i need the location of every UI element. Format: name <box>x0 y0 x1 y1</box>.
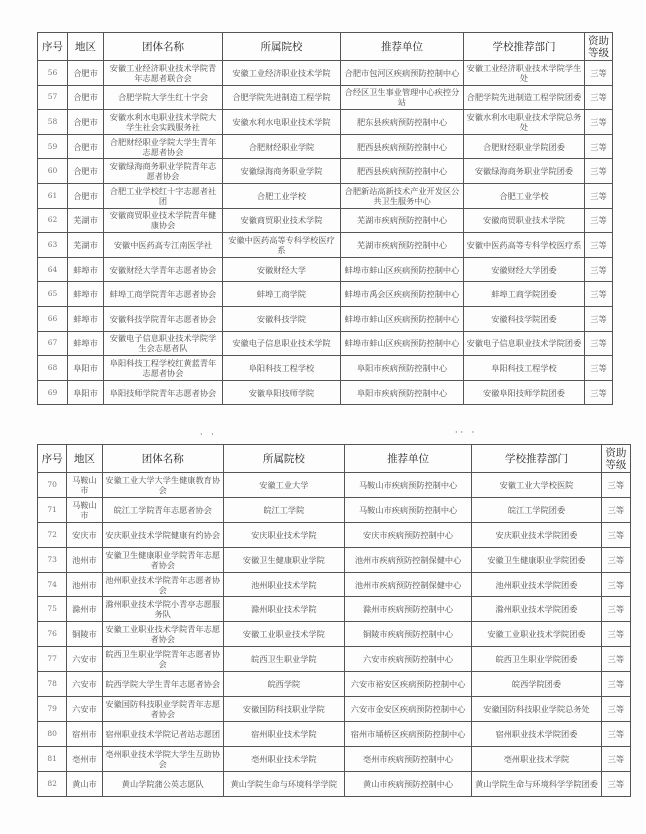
cell-grant-level: 三等 <box>601 597 630 622</box>
cell-grant-level: 三等 <box>585 61 613 86</box>
cell-recommender: 马鞍山市疾病预防控制中心 <box>344 497 471 522</box>
cell-grant-level: 三等 <box>601 522 630 547</box>
cell-group-name: 安庆职业技术学院健康有约协会 <box>102 522 223 547</box>
cell-index: 74 <box>38 572 67 597</box>
cell-school: 皖西卫生职业学院 <box>223 647 344 672</box>
cell-group-name: 阜阳科技工程学校红黄蓝青年志愿者协会 <box>104 356 223 381</box>
cell-school-dept: 黄山学院生命与环境科学学院团委 <box>472 771 601 796</box>
header-grant-level: 资助等级 <box>585 33 613 61</box>
cell-recommender: 蚌埠市蚌山区疾病预防控制中心 <box>341 257 464 282</box>
cell-school-dept: 滁州职业技术学院团委 <box>472 597 601 622</box>
cell-school-dept: 安徽中医药高等专科学校医疗系 <box>464 233 585 258</box>
header-group-name: 团体名称 <box>104 33 223 61</box>
cell-recommender: 阜阳市疾病预防控制中心 <box>341 380 464 405</box>
cell-grant-level: 三等 <box>601 547 630 572</box>
cell-group-name: 皖江工学院青年志愿者协会 <box>102 497 223 522</box>
scan-speck: ·· · <box>455 428 478 437</box>
cell-index: 71 <box>38 497 67 522</box>
cell-school-dept: 安徽电子信息职业技术学院团委 <box>464 331 585 356</box>
cell-index: 62 <box>38 208 68 233</box>
table-row <box>38 522 631 547</box>
cell-grant-level: 三等 <box>585 110 613 135</box>
cell-index: 73 <box>38 547 67 572</box>
table-row <box>38 647 631 672</box>
cell-school: 亳州职业技术学院 <box>223 746 344 771</box>
cell-group-name: 安徽绿海商务职业学院青年志愿者协会 <box>104 159 223 184</box>
cell-index: 78 <box>38 672 67 697</box>
cell-region: 蚌埠市 <box>68 306 104 331</box>
cell-index: 65 <box>38 282 68 307</box>
table-row <box>38 572 631 597</box>
cell-school-dept: 安徽阜阳技师学院团委 <box>464 380 585 405</box>
cell-region: 合肥市 <box>68 134 104 159</box>
cell-school-dept: 安徽工业职业技术学院团委 <box>472 622 601 647</box>
cell-group-name: 安徽工业职业技术学院青年志愿者协会 <box>102 622 223 647</box>
cell-recommender: 芜湖市疾病预防控制中心 <box>341 208 464 233</box>
cell-group-name: 安徽中医药高专江南医学社 <box>104 233 223 258</box>
cell-recommender: 六安市裕安区疾病预防控制中心 <box>344 672 471 697</box>
cell-index: 58 <box>38 110 68 135</box>
cell-region: 蚌埠市 <box>68 257 104 282</box>
cell-region: 合肥市 <box>68 183 104 208</box>
cell-recommender: 池州市疾病预防控制保健中心 <box>344 547 471 572</box>
cell-school: 安徽工业经济职业技术学院 <box>223 61 341 86</box>
cell-school-dept: 安徽卫生健康职业学院团委 <box>472 547 601 572</box>
cell-school: 合肥财经职业学院 <box>223 134 341 159</box>
cell-group-name: 安徽科技学院青年志愿者协会 <box>104 306 223 331</box>
grant-table-part-1 <box>37 32 613 405</box>
cell-school: 黄山学院生命与环境科学学院 <box>223 771 344 796</box>
cell-recommender: 铜陵市疾病预防控制中心 <box>344 622 471 647</box>
cell-group-name: 安徽水利水电职业技术学院大学生社会实践服务社 <box>104 110 223 135</box>
cell-region: 安庆市 <box>67 522 102 547</box>
header-index: 序号 <box>38 33 68 61</box>
table-row <box>38 306 613 331</box>
cell-group-name: 安徽工业大学大学生健康教育协会 <box>102 473 223 498</box>
header-region: 地区 <box>68 33 104 61</box>
cell-recommender: 蚌埠市蚌山区疾病预防控制中心 <box>341 331 464 356</box>
cell-recommender: 蚌埠市禹会区疾病预防控制中心 <box>341 282 464 307</box>
cell-recommender: 蚌埠市蚌山区疾病预防控制中心 <box>341 306 464 331</box>
cell-recommender: 肥西县疾病预防控制中心 <box>341 159 464 184</box>
cell-region: 芜湖市 <box>68 208 104 233</box>
cell-group-name: 蚌埠工商学院青年志愿者协会 <box>104 282 223 307</box>
cell-recommender: 阜阳市疾病预防控制中心 <box>341 356 464 381</box>
cell-school-dept: 安徽国防科技职业学院总务处 <box>472 697 601 722</box>
cell-grant-level: 三等 <box>585 380 613 405</box>
cell-school-dept: 宿州职业技术学院团委 <box>472 721 601 746</box>
cell-group-name: 池州职业技术学院青年志愿者协会 <box>102 572 223 597</box>
cell-group-name: 合肥学院大学生红十字会 <box>104 85 223 110</box>
cell-school: 安庆职业技术学院 <box>223 522 344 547</box>
cell-school: 阜阳科技工程学校 <box>223 356 341 381</box>
cell-grant-level: 三等 <box>601 622 630 647</box>
cell-grant-level: 三等 <box>601 771 630 796</box>
cell-region: 马鞍山市 <box>67 497 102 522</box>
cell-index: 77 <box>38 647 67 672</box>
cell-index: 56 <box>38 61 68 86</box>
cell-recommender: 亳州市疾病预防控制中心 <box>344 746 471 771</box>
table-row <box>38 497 631 522</box>
cell-recommender: 合经区卫生事业管理中心疾控分站 <box>341 85 464 110</box>
cell-school: 安徽中医药高等专科学校医疗系 <box>223 233 341 258</box>
cell-school-dept: 安徽科技学院团委 <box>464 306 585 331</box>
table-row <box>38 473 631 498</box>
cell-recommender: 马鞍山市疾病预防控制中心 <box>344 473 471 498</box>
header-school: 所属院校 <box>223 33 341 61</box>
cell-group-name: 皖西卫生职业学院青年志愿者协会 <box>102 647 223 672</box>
cell-recommender: 安庆市疾病预防控制中心 <box>344 522 471 547</box>
cell-recommender: 宿州市埇桥区疾病预防控制中心 <box>344 721 471 746</box>
table-row <box>38 282 613 307</box>
cell-school-dept: 安徽商贸职业技术学院 <box>464 208 585 233</box>
cell-index: 80 <box>38 721 67 746</box>
cell-index: 60 <box>38 159 68 184</box>
cell-recommender: 肥西县疾病预防控制中心 <box>341 134 464 159</box>
cell-region: 铜陵市 <box>67 622 102 647</box>
table-row <box>38 331 613 356</box>
cell-region: 合肥市 <box>68 110 104 135</box>
cell-school: 宿州职业技术学院 <box>223 721 344 746</box>
cell-region: 芜湖市 <box>68 233 104 258</box>
cell-grant-level: 三等 <box>585 208 613 233</box>
cell-grant-level: 三等 <box>601 572 630 597</box>
cell-group-name: 宿州职业技术学院记者站志愿团 <box>102 721 223 746</box>
header-index: 序号 <box>38 445 67 473</box>
cell-group-name: 安徽国防科技职业学院青年志愿者协会 <box>102 697 223 722</box>
cell-index: 57 <box>38 85 68 110</box>
table-row <box>38 672 631 697</box>
cell-region: 合肥市 <box>68 85 104 110</box>
cell-school-dept: 皖江工学院团委 <box>472 497 601 522</box>
table-row <box>38 622 631 647</box>
table-row <box>38 183 613 208</box>
cell-grant-level: 三等 <box>585 183 613 208</box>
table-header-row <box>38 445 631 473</box>
table-row <box>38 697 631 722</box>
cell-region: 合肥市 <box>68 61 104 86</box>
cell-region: 六安市 <box>67 697 102 722</box>
cell-region: 六安市 <box>67 647 102 672</box>
cell-school: 安徽电子信息职业技术学院 <box>223 331 341 356</box>
cell-grant-level: 三等 <box>601 647 630 672</box>
cell-group-name: 合肥工业学校红十字志愿者社团 <box>104 183 223 208</box>
cell-group-name: 亳州职业技术学院大学生互助协会 <box>102 746 223 771</box>
cell-index: 68 <box>38 356 68 381</box>
header-school-dept: 学校推荐部门 <box>464 33 585 61</box>
cell-school: 皖西学院 <box>223 672 344 697</box>
cell-group-name: 合肥财经职业学院大学生青年志愿者协会 <box>104 134 223 159</box>
cell-school: 安徽绿海商务职业学院 <box>223 159 341 184</box>
cell-grant-level: 三等 <box>601 672 630 697</box>
header-grant-level: 资助等级 <box>601 445 630 473</box>
header-region: 地区 <box>67 445 102 473</box>
cell-grant-level: 三等 <box>585 85 613 110</box>
header-group-name: 团体名称 <box>102 445 223 473</box>
cell-school: 滁州职业技术学院 <box>223 597 344 622</box>
cell-grant-level: 三等 <box>601 746 630 771</box>
table-body-1 <box>38 61 613 405</box>
cell-region: 黄山市 <box>67 771 102 796</box>
cell-school-dept: 皖西学院团委 <box>472 672 601 697</box>
cell-group-name: 安徽卫生健康职业学院青年志愿者协会 <box>102 547 223 572</box>
cell-region: 蚌埠市 <box>68 331 104 356</box>
cell-region: 蚌埠市 <box>68 282 104 307</box>
cell-school: 安徽阜阳技师学院 <box>223 380 341 405</box>
cell-school-dept: 蚌埠工商学院团委 <box>464 282 585 307</box>
cell-school: 安徽工业大学 <box>223 473 344 498</box>
cell-grant-level: 三等 <box>585 356 613 381</box>
table-row <box>38 110 613 135</box>
table-row <box>38 721 631 746</box>
cell-school: 蚌埠工商学院 <box>223 282 341 307</box>
cell-group-name: 安徽商贸职业技术学院青年健康协会 <box>104 208 223 233</box>
cell-school-dept: 合肥工业学校 <box>464 183 585 208</box>
header-school: 所属院校 <box>223 445 344 473</box>
cell-group-name: 阜阳技师学院青年志愿者协会 <box>104 380 223 405</box>
cell-school-dept: 合肥学院先进制造工程学院团委 <box>464 85 585 110</box>
table-row <box>38 746 631 771</box>
cell-region: 滁州市 <box>67 597 102 622</box>
cell-index: 81 <box>38 746 67 771</box>
cell-index: 82 <box>38 771 67 796</box>
cell-region: 亳州市 <box>67 746 102 771</box>
cell-recommender: 合肥市包河区疾病预防控制中心 <box>341 61 464 86</box>
grant-table-part-2 <box>37 444 631 797</box>
cell-school: 安徽水利水电职业技术学院 <box>223 110 341 135</box>
cell-group-name: 滁州职业技术学院小青亭志愿服务队 <box>102 597 223 622</box>
cell-index: 69 <box>38 380 68 405</box>
cell-grant-level: 三等 <box>601 497 630 522</box>
cell-index: 76 <box>38 622 67 647</box>
cell-region: 合肥市 <box>68 159 104 184</box>
table-row <box>38 771 631 796</box>
cell-recommender: 芜湖市疾病预防控制中心 <box>341 233 464 258</box>
table-row <box>38 208 613 233</box>
cell-school: 安徽科技学院 <box>223 306 341 331</box>
cell-index: 67 <box>38 331 68 356</box>
cell-region: 池州市 <box>67 547 102 572</box>
header-recommender: 推荐单位 <box>344 445 471 473</box>
cell-school: 安徽国防科技职业学院 <box>223 697 344 722</box>
table-row <box>38 61 613 86</box>
cell-recommender: 池州市疾病预防控制保健中心 <box>344 572 471 597</box>
cell-school: 合肥工业学校 <box>223 183 341 208</box>
cell-index: 72 <box>38 522 67 547</box>
table-header-row <box>38 33 613 61</box>
cell-recommender: 滁州市疾病预防控制中心 <box>344 597 471 622</box>
cell-grant-level: 三等 <box>585 134 613 159</box>
cell-school-dept: 亳州职业技术学院 <box>472 746 601 771</box>
table-row <box>38 134 613 159</box>
cell-school: 安徽财经大学 <box>223 257 341 282</box>
table-row <box>38 159 613 184</box>
cell-grant-level: 三等 <box>585 159 613 184</box>
cell-group-name: 安徽工业经济职业技术学院青年志愿者联合会 <box>104 61 223 86</box>
cell-index: 61 <box>38 183 68 208</box>
cell-school-dept: 安徽财经大学团委 <box>464 257 585 282</box>
cell-index: 66 <box>38 306 68 331</box>
cell-school-dept: 池州职业技术学院团委 <box>472 572 601 597</box>
cell-grant-level: 三等 <box>601 721 630 746</box>
cell-region: 宿州市 <box>67 721 102 746</box>
cell-school: 安徽工业职业技术学院 <box>223 622 344 647</box>
cell-grant-level: 三等 <box>585 282 613 307</box>
cell-recommender: 六安市金安区疾病预防控制中心 <box>344 697 471 722</box>
cell-index: 64 <box>38 257 68 282</box>
cell-grant-level: 三等 <box>585 233 613 258</box>
cell-grant-level: 三等 <box>601 473 630 498</box>
cell-school: 池州职业技术学院 <box>223 572 344 597</box>
header-recommender: 推荐单位 <box>341 33 464 61</box>
cell-grant-level: 三等 <box>585 331 613 356</box>
cell-school: 安徽卫生健康职业学院 <box>223 547 344 572</box>
table-row <box>38 356 613 381</box>
cell-school: 安徽商贸职业技术学院 <box>223 208 341 233</box>
cell-recommender: 六安市疾病预防控制中心 <box>344 647 471 672</box>
cell-school-dept: 合肥财经职业学院团委 <box>464 134 585 159</box>
cell-index: 63 <box>38 233 68 258</box>
table-row <box>38 380 613 405</box>
table-row <box>38 257 613 282</box>
cell-school: 皖江工学院 <box>223 497 344 522</box>
cell-index: 75 <box>38 597 67 622</box>
cell-region: 马鞍山市 <box>67 473 102 498</box>
cell-group-name: 安徽电子信息职业技术学院学生会志愿者队 <box>104 331 223 356</box>
cell-school-dept: 安徽绿海商务职业学院团委 <box>464 159 585 184</box>
table-row <box>38 233 613 258</box>
cell-recommender: 黄山市疾病预防控制中心 <box>344 771 471 796</box>
cell-index: 79 <box>38 697 67 722</box>
header-school-dept: 学校推荐部门 <box>472 445 601 473</box>
cell-school-dept: 安庆职业技术学院团委 <box>472 522 601 547</box>
cell-school: 合肥学院先进制造工程学院 <box>223 85 341 110</box>
cell-group-name: 黄山学院蒲公英志愿队 <box>102 771 223 796</box>
cell-index: 59 <box>38 134 68 159</box>
cell-group-name: 皖西学院大学生青年志愿者协会 <box>102 672 223 697</box>
cell-index: 70 <box>38 473 67 498</box>
cell-region: 池州市 <box>67 572 102 597</box>
scan-speck: · · <box>200 430 217 439</box>
cell-school-dept: 安徽工业大学校医院 <box>472 473 601 498</box>
cell-grant-level: 三等 <box>585 306 613 331</box>
cell-school-dept: 安徽水利水电职业技术学院总务处 <box>464 110 585 135</box>
cell-school-dept: 阜阳科技工程学校 <box>464 356 585 381</box>
cell-school-dept: 皖西卫生职业学院团委 <box>472 647 601 672</box>
cell-region: 阜阳市 <box>68 356 104 381</box>
table-row <box>38 597 631 622</box>
cell-region: 阜阳市 <box>68 380 104 405</box>
cell-recommender: 合肥新站高新技术产业开发区公共卫生服务中心 <box>341 183 464 208</box>
table-row <box>38 547 631 572</box>
cell-grant-level: 三等 <box>585 257 613 282</box>
cell-school-dept: 安徽工业经济职业技术学院学生处 <box>464 61 585 86</box>
cell-region: 六安市 <box>67 672 102 697</box>
cell-grant-level: 三等 <box>601 697 630 722</box>
table-body-2 <box>38 473 631 797</box>
table-row <box>38 85 613 110</box>
cell-recommender: 肥东县疾病预防控制中心 <box>341 110 464 135</box>
cell-group-name: 安徽财经大学青年志愿者协会 <box>104 257 223 282</box>
